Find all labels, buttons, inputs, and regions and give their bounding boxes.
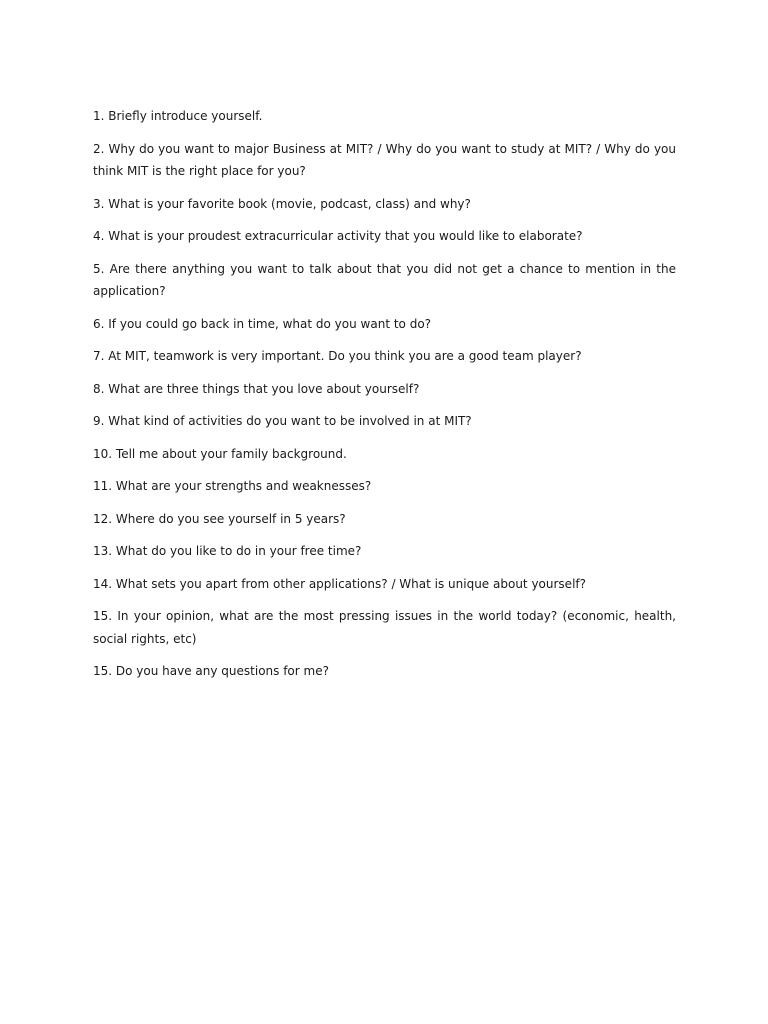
question-item: 9. What kind of activities do you want to be involved in at MIT? [93,414,472,428]
question-item: 6. If you could go back in time, what do you want to do? [93,316,432,331]
question-item: 13. What do you like to do in your free time? [93,544,362,558]
question-item: 8. What are three things that you love about yourself? [93,381,420,396]
question-item: 15. In your opinion, what are the most pressing issues in the world today? (economic, health, social rights, etc) [93,609,676,646]
question-item: 15. Do you have any questions for me? [93,664,329,678]
question-item: 3. What is your favorite book (movie, podcast, class) and why? [93,196,471,211]
question-item: 12. Where do you see yourself in 5 years? [93,511,346,526]
question-item: 2. Why do you want to major Business at MIT? / Why do you want to study at MIT? / Why do you think MIT is the right place for you? [93,141,676,178]
question-item: 10. Tell me about your family background. [93,446,347,461]
question-item: 14. What sets you apart from other applications? / What is unique about yourself? [93,576,586,591]
question-list [93,105,676,693]
question-item: 4. What is your proudest extracurricular activity that you would like to elaborate? [93,229,583,243]
question-item: 11. What are your strengths and weaknesses? [93,479,372,493]
question-item: 5. Are there anything you want to talk about that you did not get a chance to mention in the application? [93,261,676,298]
question-item: 7. At MIT, teamwork is very important. Do you think you are a good team player? [93,349,582,363]
question-item: 1. Briefly introduce yourself. [93,109,263,123]
